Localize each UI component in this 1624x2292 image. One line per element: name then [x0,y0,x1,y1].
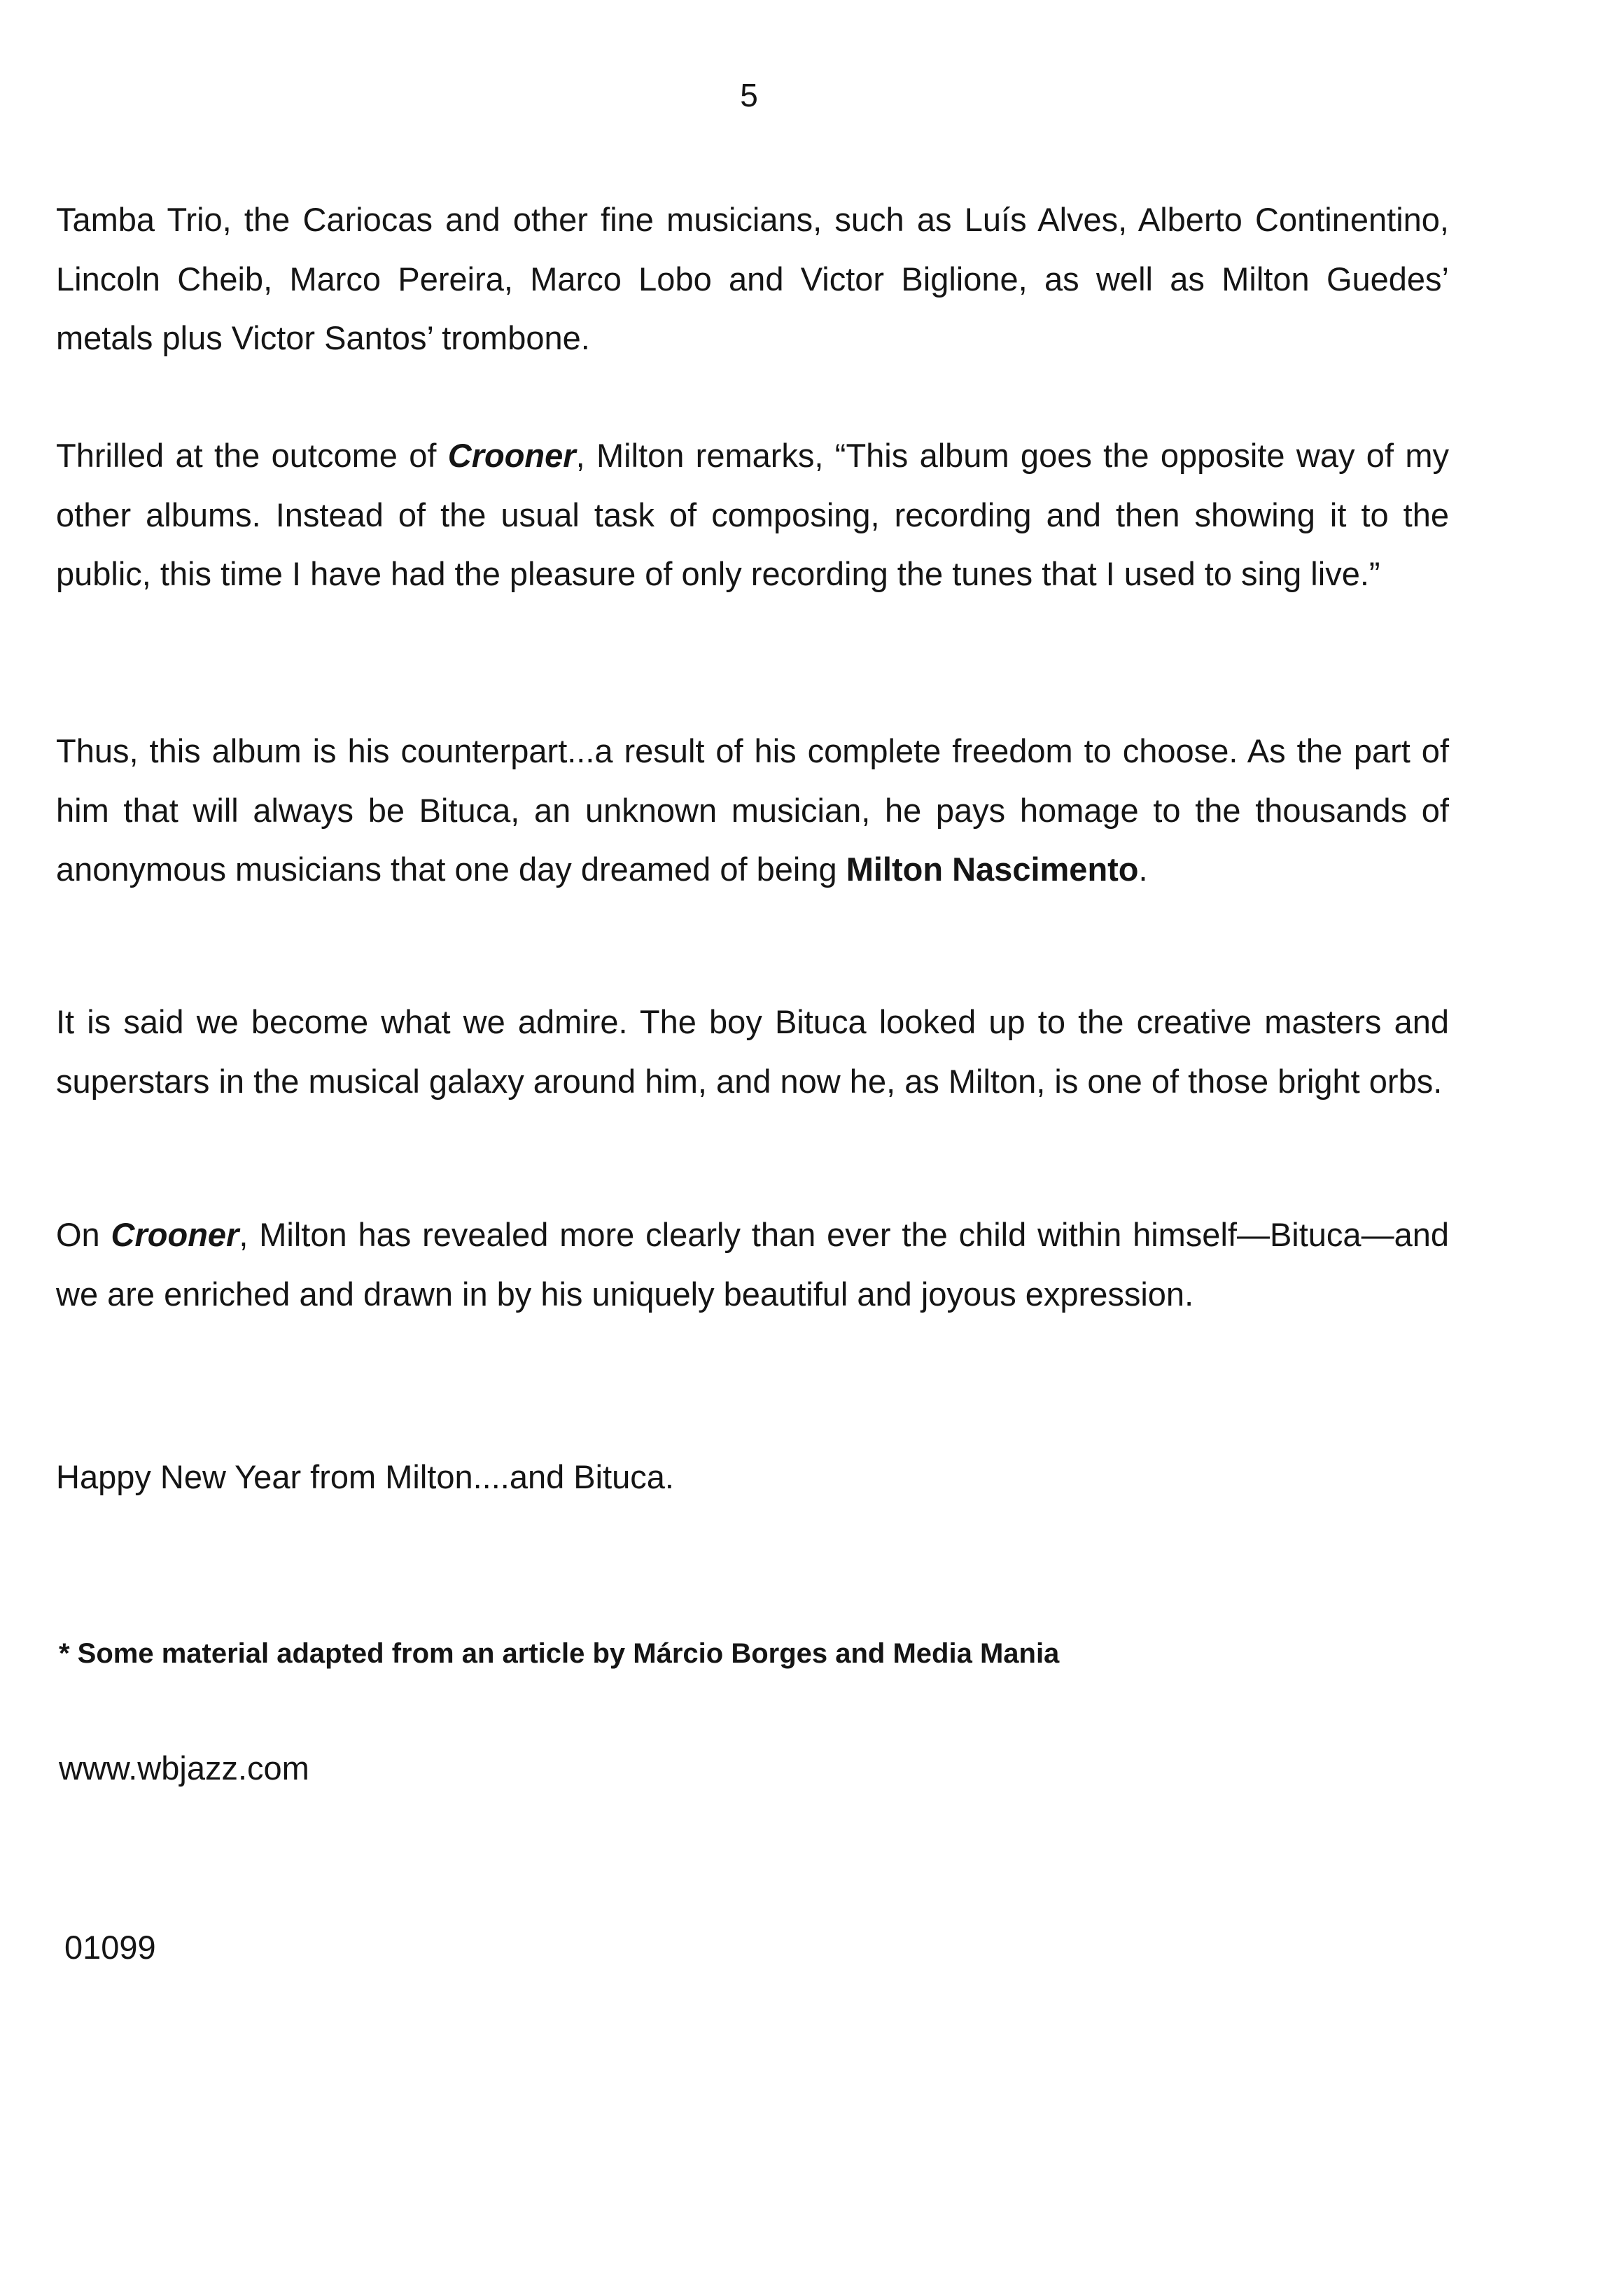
footnote: * Some material adapted from an article by Márcio Borges and Media Mania [59,1638,1060,1669]
paragraph-crooner-text-a: On [56,1216,111,1253]
paragraph-new-year: Happy New Year from Milton....and Bituca. [56,1458,674,1495]
paragraph-counterpart [56,722,1449,900]
paragraph-musicians: Tamba Trio, the Cariocas and other fine musicians, such as Luís Alves, Alberto Continentino, Lincoln Cheib, Marco Pereira, Marco Lobo and Victor Biglione, as well as Milton Guedes’ metals plus Victor Santos’ trombone. [56,201,1449,356]
page-number: 5 [740,77,758,113]
website-url: www.wbjazz.com [59,1749,309,1787]
paragraph-counterpart-text-b: . [1138,851,1148,888]
paragraph-quote-text-a: Thrilled at the outcome of [56,437,448,474]
paragraph-quote-text-b: , Milton remarks, “This album goes the opposite way of my other albums. Instead of the usual task of composing, recording and then showing it to the public, this time I have had the pleasure of only recording the tunes that I used to sing live.” [56,437,1449,592]
paragraph-admire: It is said we become what we admire. The boy Bituca looked up to the creative masters and superstars in the musical galaxy around him, and now he, as Milton, is one of those bright orbs. [56,1003,1449,1100]
document-code: 01099 [64,1929,156,1966]
paragraph-crooner-text-b: , Milton has revealed more clearly than ever the child within himself—Bituca—and we are enriched and drawn in by his uniquely beautiful and joyous expression. [56,1216,1449,1313]
paragraph-crooner [56,1206,1449,1324]
paragraph-counterpart-text-a: Thus, this album is his counterpart...a result of his complete freedom to choose. As the part of him that will always be Bituca, an unknown musician, he pays homage to the thousands of anonymous musicians that one day dreamed of being [56,732,1449,888]
paragraph-quote [56,426,1449,604]
album-title: Crooner [111,1216,239,1253]
artist-name: Milton Nascimento [846,851,1139,888]
album-title: Crooner [447,437,576,474]
